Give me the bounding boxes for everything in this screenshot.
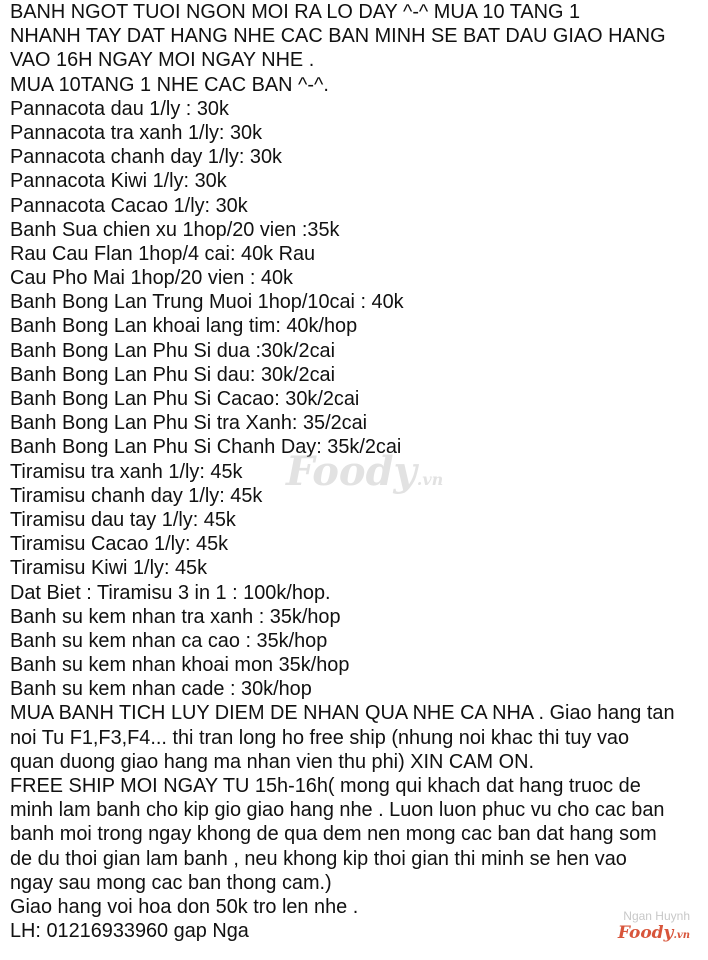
- text-line: Giao hang voi hoa don 50k tro len nhe .: [10, 895, 359, 918]
- text-line: Tiramisu dau tay 1/ly: 45k: [10, 508, 236, 531]
- text-line: Dat Biet : Tiramisu 3 in 1 : 100k/hop.: [10, 581, 331, 604]
- text-line: Banh Bong Lan Phu Si dua :30k/2cai: [10, 339, 336, 362]
- text-line: Banh Bong Lan Phu Si tra Xanh: 35/2cai: [10, 412, 368, 435]
- text-line: Tiramisu chanh day 1/ly: 45k: [10, 484, 263, 507]
- text-line: Banh Bong Lan khoai lang tim: 40k/hop: [10, 315, 358, 338]
- menu-text-block: [10, 0, 706, 943]
- text-line: Tiramisu Cacao 1/ly: 45k: [10, 533, 229, 556]
- text-line: Pannacota chanh day 1/ly: 30k: [10, 146, 282, 169]
- foody-watermark-brand: Foody: [286, 448, 417, 495]
- text-line: LH: 01216933960 gap Nga: [10, 920, 249, 943]
- text-line: Banh Bong Lan Phu Si Chanh Day: 35k/2cai: [10, 436, 402, 459]
- text-line: Banh su kem nhan ca cao : 35k/hop: [10, 629, 328, 652]
- text-line: Pannacota Cacao 1/ly: 30k: [10, 194, 248, 217]
- text-line: MUA 10TANG 1 NHE CAC BAN ^-^.: [10, 73, 329, 96]
- text-line: FREE SHIP MOI NGAY TU 15h-16h( mong qui khach dat hang truoc de: [10, 775, 641, 797]
- text-line: banh moi trong ngay khong de qua dem nen mong cac ban dat hang som: [10, 823, 657, 846]
- text-line: Tiramisu tra xanh 1/ly: 45k: [10, 460, 243, 483]
- text-line: de du thoi gian lam banh , neu khong kip thoi gian thi minh se hen vao: [10, 847, 627, 870]
- text-line: ngay sau mong cac ban thong cam.): [10, 871, 332, 894]
- text-line: Banh Sua chien xu 1hop/20 vien :35k: [10, 218, 340, 241]
- text-line: Rau Cau Flan 1hop/4 cai: 40k Rau: [10, 242, 316, 265]
- text-line: Pannacota dau 1/ly : 30k: [10, 97, 229, 120]
- text-line: Banh su kem nhan khoai mon 35k/hop: [10, 654, 350, 677]
- text-line: minh lam banh cho kip gio giao hang nhe . Luon luon phuc vu cho cac ban: [10, 799, 665, 822]
- text-line: NHANH TAY DAT HANG NHE CAC BAN MINH SE BAT DAU GIAO HANG: [10, 25, 666, 48]
- text-line: Pannacota tra xanh 1/ly: 30k: [10, 121, 263, 144]
- text-line: Banh su kem nhan tra xanh : 35k/hop: [10, 605, 341, 628]
- foody-logo-suffix: .vn: [673, 930, 690, 941]
- text-line: noi Tu F1,F3,F4... thi tran long ho free ship (nhung noi khac thi tuy vao: [10, 726, 630, 749]
- text-line: Banh Bong Lan Trung Muoi 1hop/10cai : 40k: [10, 291, 404, 314]
- foody-watermark-suffix: .vn: [416, 470, 444, 489]
- text-line: BANH NGOT TUOI NGON MOI RA LO DAY ^-^ MUA 10 TANG 1: [10, 1, 581, 23]
- text-line: Cau Pho Mai 1hop/20 vien : 40k: [10, 267, 294, 290]
- text-line: Tiramisu Kiwi 1/ly: 45k: [10, 557, 208, 580]
- text-line: Banh Bong Lan Phu Si dau: 30k/2cai: [10, 363, 336, 386]
- text-line: MUA BANH TICH LUY DIEM DE NHAN QUA NHE CA NHA . Giao hang tan: [10, 702, 675, 725]
- text-line: VAO 16H NGAY MOI NGAY NHE .: [10, 49, 315, 72]
- uploader-name: Ngan Huynh: [623, 909, 690, 923]
- text-line: Pannacota Kiwi 1/ly: 30k: [10, 170, 227, 193]
- foody-logo-brand: Foody: [617, 923, 674, 943]
- text-line: Banh su kem nhan cade : 30k/hop: [10, 678, 312, 701]
- text-line: Banh Bong Lan Phu Si Cacao: 30k/2cai: [10, 388, 360, 410]
- text-line: quan duong giao hang ma nhan vien thu phi) XIN CAM ON.: [10, 750, 534, 773]
